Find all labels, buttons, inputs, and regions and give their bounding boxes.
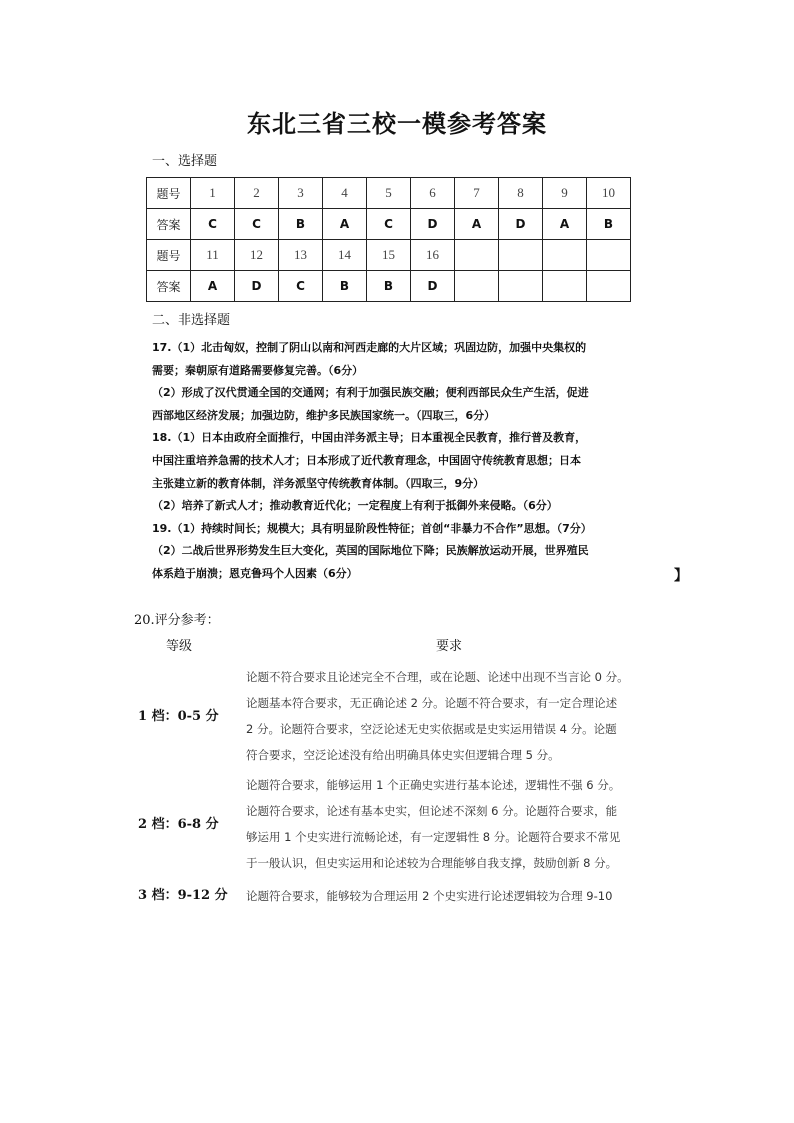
question-number: 14 (323, 240, 367, 271)
requirement-line: 论题符合要求，论述有基本史实，但论述不深刻 6 分。论题符合要求，能 (246, 804, 618, 818)
question-number: 1 (191, 178, 235, 209)
table-row-answers-1 (147, 209, 631, 240)
question-number: 12 (235, 240, 279, 271)
answer-line: 19.（1）持续时间长；规模大；具有明显阶段性特征；首创“非暴力不合作”思想。（7分） (152, 521, 592, 535)
requirement-line: 符合要求，空泛论述没有给出明确具体史实但逻辑合理 5 分。 (246, 748, 560, 762)
answer-cell: A (455, 209, 499, 240)
section-heading-essay: 二、非选择题 (152, 313, 231, 328)
answer-cell: D (411, 209, 455, 240)
answer-cell: D (411, 271, 455, 302)
answer-line: 17.（1）北击匈奴，控制了阴山以南和河西走廊的大片区域；巩固边防，加强中央集权的 (152, 341, 587, 354)
question-number: 5 (367, 178, 411, 209)
answer-cell: C (191, 209, 235, 240)
question-number (455, 240, 499, 271)
stray-bracket-mark: 】 (674, 568, 688, 584)
answer-line: 中国注重培养急需的技术人才；日本形成了近代教育理念，中国固守传统教育思想；日本 (152, 453, 581, 467)
answer-cell: C (367, 209, 411, 240)
answer-line: （2）二战后世界形势发生巨大变化，英国的国际地位下降；民族解放运动开展，世界殖民 (152, 544, 589, 558)
col-header-requirement: 要求 (436, 639, 463, 654)
question-number: 13 (279, 240, 323, 271)
question-number: 4 (323, 178, 367, 209)
question-number: 2 (235, 178, 279, 209)
requirement-line: 论题符合要求，能够运用 1 个正确史实进行基本论述，逻辑性不强 6 分。 (246, 778, 621, 792)
requirement-line: 论题基本符合要求，无正确论述 2 分。论题不符合要求，有一定合理论述 (246, 696, 618, 710)
requirement-line: 于一般认识，但史实运用和论述较为合理能够自我支撑，鼓励创新 8 分。 (246, 856, 618, 870)
q20-title: 20.评分参考： (134, 613, 220, 628)
answer-cell: B (279, 209, 323, 240)
answer-cell: D (235, 271, 279, 302)
answer-cell: C (235, 209, 279, 240)
answer-cell (543, 271, 587, 302)
answer-line: 主张建立新的教育体制，洋务派坚守传统教育体制。（四取三，9分） (152, 476, 485, 490)
answer-line: （2）培养了新式人才；推动教育近代化；一定程度上有利于抵御外来侵略。（6分） (152, 499, 558, 513)
answer-cell: A (323, 209, 367, 240)
requirement-level-3 (246, 883, 666, 909)
answer-line: 体系趋于崩溃；恩克鲁玛个人因素（6分） (152, 566, 358, 580)
answer-cell: D (499, 209, 543, 240)
answer-cell: A (543, 209, 587, 240)
answer-label: 答案 (147, 209, 191, 240)
grade-level-1: 1 档：0-5 分 (138, 709, 219, 724)
section-heading-choice: 一、选择题 (152, 154, 218, 169)
requirement-line: 2 分。论题符合要求，空泛论述无史实依据或是史实运用错误 4 分。论题 (246, 722, 617, 736)
requirement-level-2 (246, 772, 666, 876)
answer-table (146, 177, 631, 302)
grade-level-2: 2 档：6-8 分 (138, 817, 219, 832)
requirement-line: 够运用 1 个史实进行流畅论述，有一定逻辑性 8 分。论题符合要求不常见 (246, 830, 621, 844)
answer-cell: B (367, 271, 411, 302)
answer-line: 需要；秦朝原有道路需要修复完善。（6分） (152, 363, 364, 377)
answer-cell (455, 271, 499, 302)
answer-cell: A (191, 271, 235, 302)
question-number: 3 (279, 178, 323, 209)
question-number-label: 题号 (147, 178, 191, 209)
answer-line: 西部地区经济发展；加强边防，维护多民族国家统一。（四取三，6分） (152, 408, 496, 422)
requirement-level-1 (246, 664, 666, 768)
question-number-label: 题号 (147, 240, 191, 271)
question-number: 15 (367, 240, 411, 271)
question-number: 11 (191, 240, 235, 271)
requirement-line: 论题不符合要求且论述完全不合理，或在论题、论述中出现不当言论 0 分。 (246, 670, 629, 684)
question-number (587, 240, 631, 271)
answer-cell: C (279, 271, 323, 302)
answer-cell (499, 271, 543, 302)
answer-line: （2）形成了汉代贯通全国的交通网；有利于加强民族交融；便利西部民众生产生活，促进 (152, 386, 589, 400)
question-number (499, 240, 543, 271)
answer-cell (587, 271, 631, 302)
question-number: 9 (543, 178, 587, 209)
question-number: 16 (411, 240, 455, 271)
table-row-answers-2 (147, 271, 631, 302)
question-number: 7 (455, 178, 499, 209)
question-number: 8 (499, 178, 543, 209)
table-row-numbers-2 (147, 240, 631, 271)
table-row-numbers-1 (147, 178, 631, 209)
page-title: 东北三省三校一模参考答案 (247, 110, 547, 138)
answer-cell: B (323, 271, 367, 302)
question-number (543, 240, 587, 271)
question-number: 6 (411, 178, 455, 209)
answer-label: 答案 (147, 271, 191, 302)
answer-cell: B (587, 209, 631, 240)
essay-answers (152, 337, 632, 586)
requirement-line: 论题符合要求，能够较为合理运用 2 个史实进行论述逻辑较为合理 9-10 (246, 889, 613, 903)
col-header-grade: 等级 (166, 639, 193, 654)
grade-level-3: 3 档：9-12 分 (138, 888, 228, 903)
question-number: 10 (587, 178, 631, 209)
answer-line: 18.（1）日本由政府全面推行，中国由洋务派主导；日本重视全民教育，推行普及教育， (152, 431, 587, 445)
